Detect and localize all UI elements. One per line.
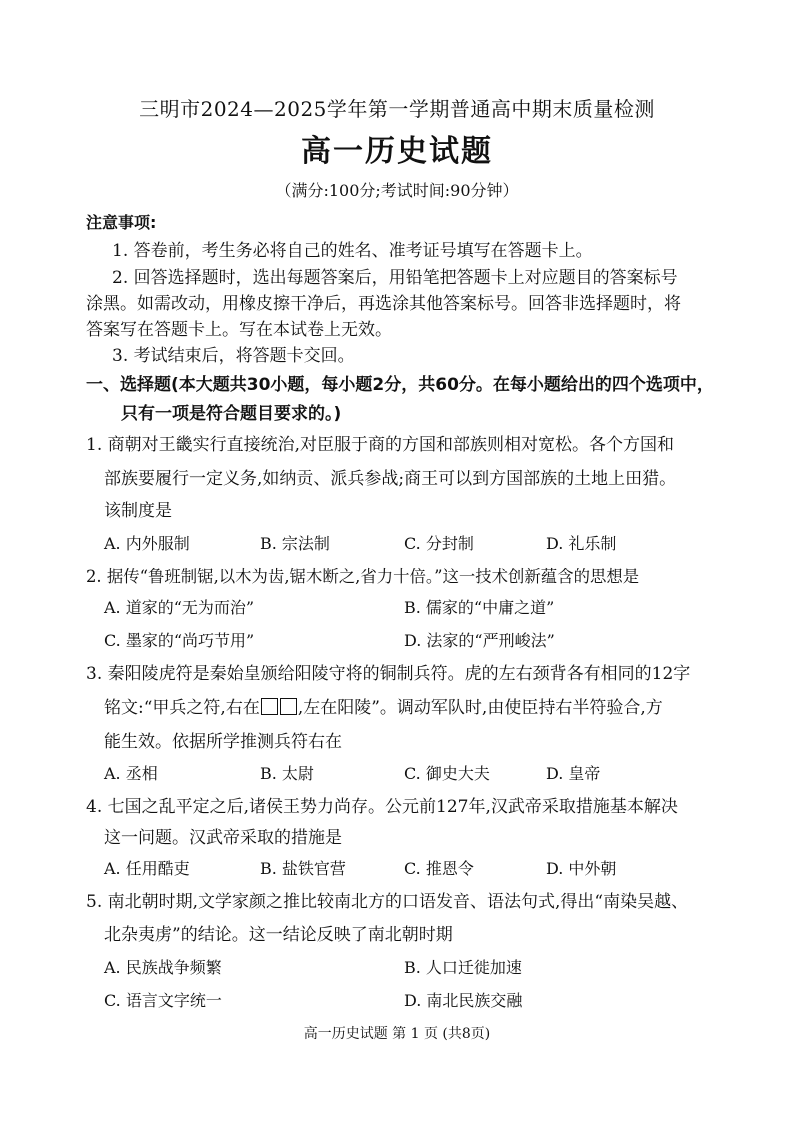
question-1-line: 该制度是 xyxy=(104,501,172,521)
notice-line: 3. 考试结束后，将答题卡交回。 xyxy=(112,346,355,366)
question-2-option-d: D. 法家的“严刑峻法” xyxy=(404,631,555,650)
question-5-line: 5. 南北朝时期,文学家颜之推比较南北方的口语发音、语法句式,得出“南染吴越、 xyxy=(86,892,689,912)
question-3-option-a: A. 丞相 xyxy=(104,764,158,783)
question-4-line: 这一问题。汉武帝采取的措施是 xyxy=(104,828,342,848)
question-1-option-a: A. 内外服制 xyxy=(104,534,190,553)
blank-box xyxy=(261,698,278,715)
question-3-line: 3. 秦阳陵虎符是秦始皇颁给阳陵守将的铜制兵符。虎的左右颈背各有相同的12字 xyxy=(86,664,691,684)
question-4-option-b: B. 盐铁官营 xyxy=(260,859,346,878)
question-1-option-c: C. 分封制 xyxy=(404,534,474,553)
page-footer: 高一历史试题 第 1 页 (共8页) xyxy=(303,1026,491,1042)
notice-line: 涂黑。如需改动，用橡皮擦干净后，再选涂其他答案标号。回答非选择题时，将 xyxy=(86,294,681,314)
section-heading-cont: 只有一项是符合题目要求的。) xyxy=(121,404,342,424)
question-3-option-b: B. 太尉 xyxy=(260,764,314,783)
question-2-option-a: A. 道家的“无为而治” xyxy=(104,598,255,617)
question-5-line: 北杂夷虏”的结论。这一结论反映了南北朝时期 xyxy=(104,925,453,945)
question-4-option-c: C. 推恩令 xyxy=(404,859,474,878)
question-5-option-a: A. 民族战争频繁 xyxy=(104,958,222,977)
question-2-line: 2. 据传“鲁班制锯,以木为齿,锯木断之,省力十倍。”这一技术创新蕴含的思想是 xyxy=(86,567,640,586)
question-1-option-b: B. 宗法制 xyxy=(260,534,330,553)
notice-heading: 注意事项: xyxy=(86,213,157,232)
question-1-line: 部族要履行一定义务,如纳贡、派兵参战;商王可以到方国部族的土地上田猎。 xyxy=(104,469,677,489)
question-4-option-d: D. 中外朝 xyxy=(546,859,617,878)
question-3-text: 铭文:“甲兵之符,右在 xyxy=(104,698,260,718)
question-1-option-d: D. 礼乐制 xyxy=(546,534,617,553)
question-5-option-b: B. 人口迁徙加速 xyxy=(404,958,522,977)
page-title: 高一历史试题 xyxy=(301,134,493,169)
question-2-option-b: B. 儒家的“中庸之道” xyxy=(404,598,555,617)
question-1-line: 1. 商朝对王畿实行直接统治,对臣服于商的方国和部族则相对宽松。各个方国和 xyxy=(86,435,675,455)
question-4-option-a: A. 任用酷吏 xyxy=(104,859,190,878)
question-5-option-d: D. 南北民族交融 xyxy=(404,991,523,1010)
question-3-option-d: D. 皇帝 xyxy=(546,764,601,783)
notice-line: 2. 回答选择题时，选出每题答案后，用铅笔把答题卡上对应题目的答案标号 xyxy=(112,268,678,288)
exam-name: 三明市2024—2025学年第一学期普通高中期末质量检测 xyxy=(139,97,655,121)
question-3-text: ,左在阳陵”。调动军队时,由使臣持右半符验合,方 xyxy=(297,698,663,718)
question-3-line-2 xyxy=(104,697,663,719)
notice-line: 1. 答卷前，考生务必将自己的姓名、准考证号填写在答题卡上。 xyxy=(112,241,593,261)
section-heading: 一、选择题(本大题共30小题，每小题2分，共60分。在每小题给出的四个选项中， xyxy=(86,375,714,395)
question-4-line: 4. 七国之乱平定之后,诸侯王势力尚存。公元前127年,汉武帝采取措施基本解决 xyxy=(86,797,678,817)
question-2-option-c: C. 墨家的“尚巧节用” xyxy=(104,631,255,650)
question-3-line: 能生效。依据所学推测兵符右在 xyxy=(104,732,342,752)
question-5-option-c: C. 语言文字统一 xyxy=(104,991,222,1010)
blank-box xyxy=(280,698,297,715)
exam-meta: （满分:100分;考试时间:90分钟） xyxy=(275,181,519,200)
notice-line: 答案写在答题卡上。写在本试卷上无效。 xyxy=(86,320,392,340)
question-3-option-c: C. 御史大夫 xyxy=(404,764,490,783)
